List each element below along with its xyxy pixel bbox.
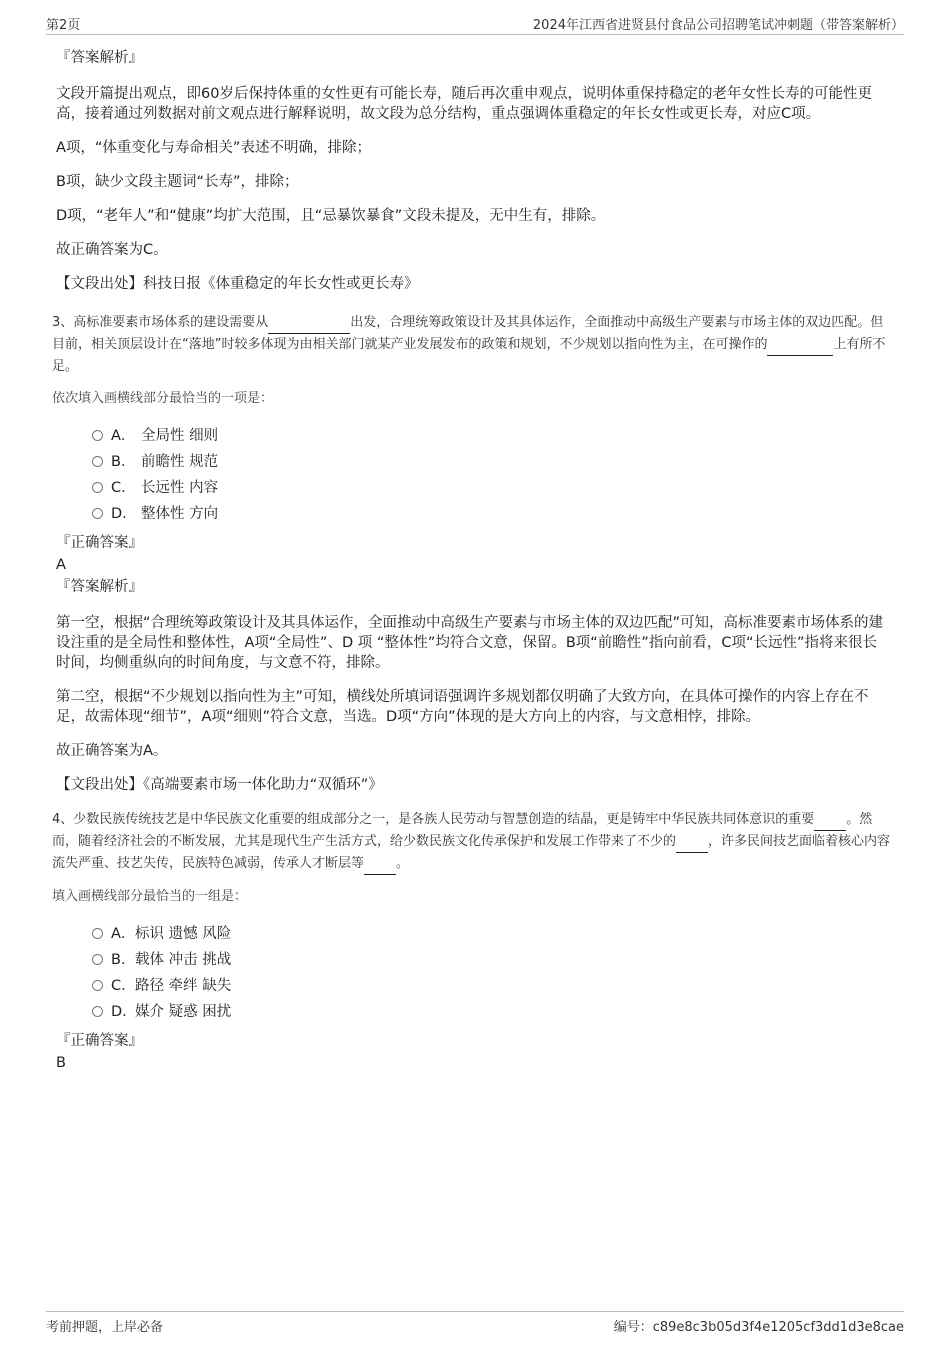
option-letter: B．	[111, 454, 136, 470]
radio-icon[interactable]	[92, 928, 103, 939]
question-prompt: 依次填入画横线部分最恰当的一项是：	[52, 391, 274, 406]
option-letter: D．	[111, 1004, 137, 1020]
analysis-option-b: B项，缺少文段主题词“长寿”，排除；	[56, 174, 299, 190]
radio-icon[interactable]	[92, 508, 103, 519]
stem-text: 。	[396, 856, 410, 871]
option-text: 全局性 细则	[141, 428, 219, 444]
options-list	[92, 921, 896, 1025]
stem-text: 3、高标准要素市场体系的建设需要从	[52, 315, 269, 330]
blank-1	[268, 312, 350, 334]
option-letter: A．	[111, 926, 136, 942]
question-stem	[52, 312, 892, 377]
blank-3	[364, 853, 396, 875]
answer-heading: 『正确答案』	[56, 1033, 143, 1049]
option-b[interactable]	[92, 947, 896, 973]
option-d[interactable]	[92, 501, 896, 527]
analysis-paragraph: 文段开篇提出观点，即60岁后保持体重的女性更有可能长寿，随后再次重申观点，说明体重保持稳定的老年女性长寿的可能性更高，接着通过列数据对前文观点进行解释说明，故文段为总分结构，重点强调体重稳定的年长女性或更长寿，对应C项。	[56, 86, 872, 122]
option-d[interactable]	[92, 999, 896, 1025]
option-text: 标识 遗憾 风险	[135, 926, 232, 942]
analysis-paragraph-1: 第一空，根据“合理统筹政策设计及其具体运作，全面推动中高级生产要素与市场主体的双边匹配”可知，高标准要素市场体系的建设注重的是全局性和整体性，A项“全局性”、D 项 “整体性”均符合文意，保留。B项“前瞻性”指向前看，C项“长远性”指将来很长时间，均侧重纵向的时间角度，与文意不符，排除。	[56, 615, 884, 671]
option-text: 媒介 疑惑 困扰	[135, 1004, 232, 1020]
question-4	[52, 809, 896, 1073]
radio-icon[interactable]	[92, 980, 103, 991]
analysis-heading: 『答案解析』	[56, 579, 143, 595]
option-a[interactable]	[92, 423, 896, 449]
question-3	[52, 312, 896, 795]
analysis-conclusion: 故正确答案为A。	[56, 743, 168, 759]
correct-answer: B	[56, 1055, 66, 1071]
answer-heading: 『正确答案』	[56, 535, 143, 551]
blank-1	[814, 809, 846, 831]
option-letter: C．	[111, 978, 136, 994]
stem-text: 上有所不足。	[52, 337, 886, 374]
stem-text: ，许多民间技艺面临着核心内容流失严重、技艺失传，民族特色减弱，传承人才断层等	[52, 834, 891, 871]
option-text: 载体 冲击 挑战	[135, 952, 232, 968]
analysis-heading: 『答案解析』	[56, 50, 143, 66]
footer-slogan: 考前押题，上岸必备	[46, 1320, 164, 1335]
radio-icon[interactable]	[92, 1006, 103, 1017]
option-text: 长远性 内容	[141, 480, 219, 496]
blank-2	[767, 334, 833, 356]
radio-icon[interactable]	[92, 482, 103, 493]
document-title: 2024年江西省进贤县付食品公司招聘笔试冲刺题（带答案解析）	[532, 18, 904, 33]
page-header	[46, 14, 904, 35]
option-text: 前瞻性 规范	[141, 454, 219, 470]
option-letter: D．	[111, 506, 137, 522]
blank-2	[676, 831, 708, 853]
options-list	[92, 423, 896, 527]
stem-text: 。然而，随着经济社会的不断发展，尤其是现代生产生活方式，给少数民族文化传承保护和发展工作带来了不少的	[52, 812, 873, 849]
radio-icon[interactable]	[92, 954, 103, 965]
option-letter: A．	[111, 428, 136, 444]
q2-analysis	[56, 48, 896, 294]
stem-text: 4、少数民族传统技艺是中华民族文化重要的组成部分之一，是各族人民劳动与智慧创造的结晶，更是铸牢中华民族共同体意识的重要	[52, 812, 815, 827]
option-b[interactable]	[92, 449, 896, 475]
passage-source: 【文段出处】科技日报《体重稳定的年长女性或更长寿》	[56, 276, 419, 292]
page-number: 第2页	[46, 18, 81, 33]
question-stem	[52, 809, 894, 875]
analysis-option-a: A项，“体重变化与寿命相关”表述不明确，排除；	[56, 140, 371, 156]
radio-icon[interactable]	[92, 430, 103, 441]
option-c[interactable]	[92, 475, 896, 501]
correct-answer: A	[56, 557, 66, 573]
option-text: 整体性 方向	[141, 506, 219, 522]
analysis-option-d: D项，“老年人”和“健康”均扩大范围，且“忌暴饮暴食”文段未提及，无中生有，排除。	[56, 208, 606, 224]
page-footer	[46, 1311, 904, 1336]
option-letter: B．	[111, 952, 136, 968]
option-letter: C．	[111, 480, 136, 496]
question-prompt: 填入画横线部分最恰当的一组是：	[52, 889, 248, 904]
analysis-conclusion: 故正确答案为C。	[56, 242, 168, 258]
page-content	[52, 44, 896, 1073]
option-a[interactable]	[92, 921, 896, 947]
stem-text: 出发，合理统筹政策设计及其具体运作，全面推动中高级生产要素与市场主体的双边匹配。但目前，相关顶层设计在“落地”时较多体现为由相关部门就某产业发展发布的政策和规划，不少规划以指向性为主，在可操作的	[52, 315, 884, 352]
option-c[interactable]	[92, 973, 896, 999]
document-code: 编号：c89e8c3b05d3f4e1205cf3dd1d3e8cae	[613, 1320, 904, 1335]
option-text: 路径 牵绊 缺失	[135, 978, 232, 994]
radio-icon[interactable]	[92, 456, 103, 467]
analysis-paragraph-2: 第二空，根据“不少规划以指向性为主”可知，横线处所填词语强调许多规划都仅明确了大致方向，在具体可操作的内容上存在不足，故需体现“细节”，A项“细则”符合文意，当选。D项“方向”体现的是大方向上的内容，与文意相悖，排除。	[56, 689, 869, 725]
passage-source: 【文段出处】《高端要素市场一体化助力“双循环”》	[56, 777, 383, 793]
